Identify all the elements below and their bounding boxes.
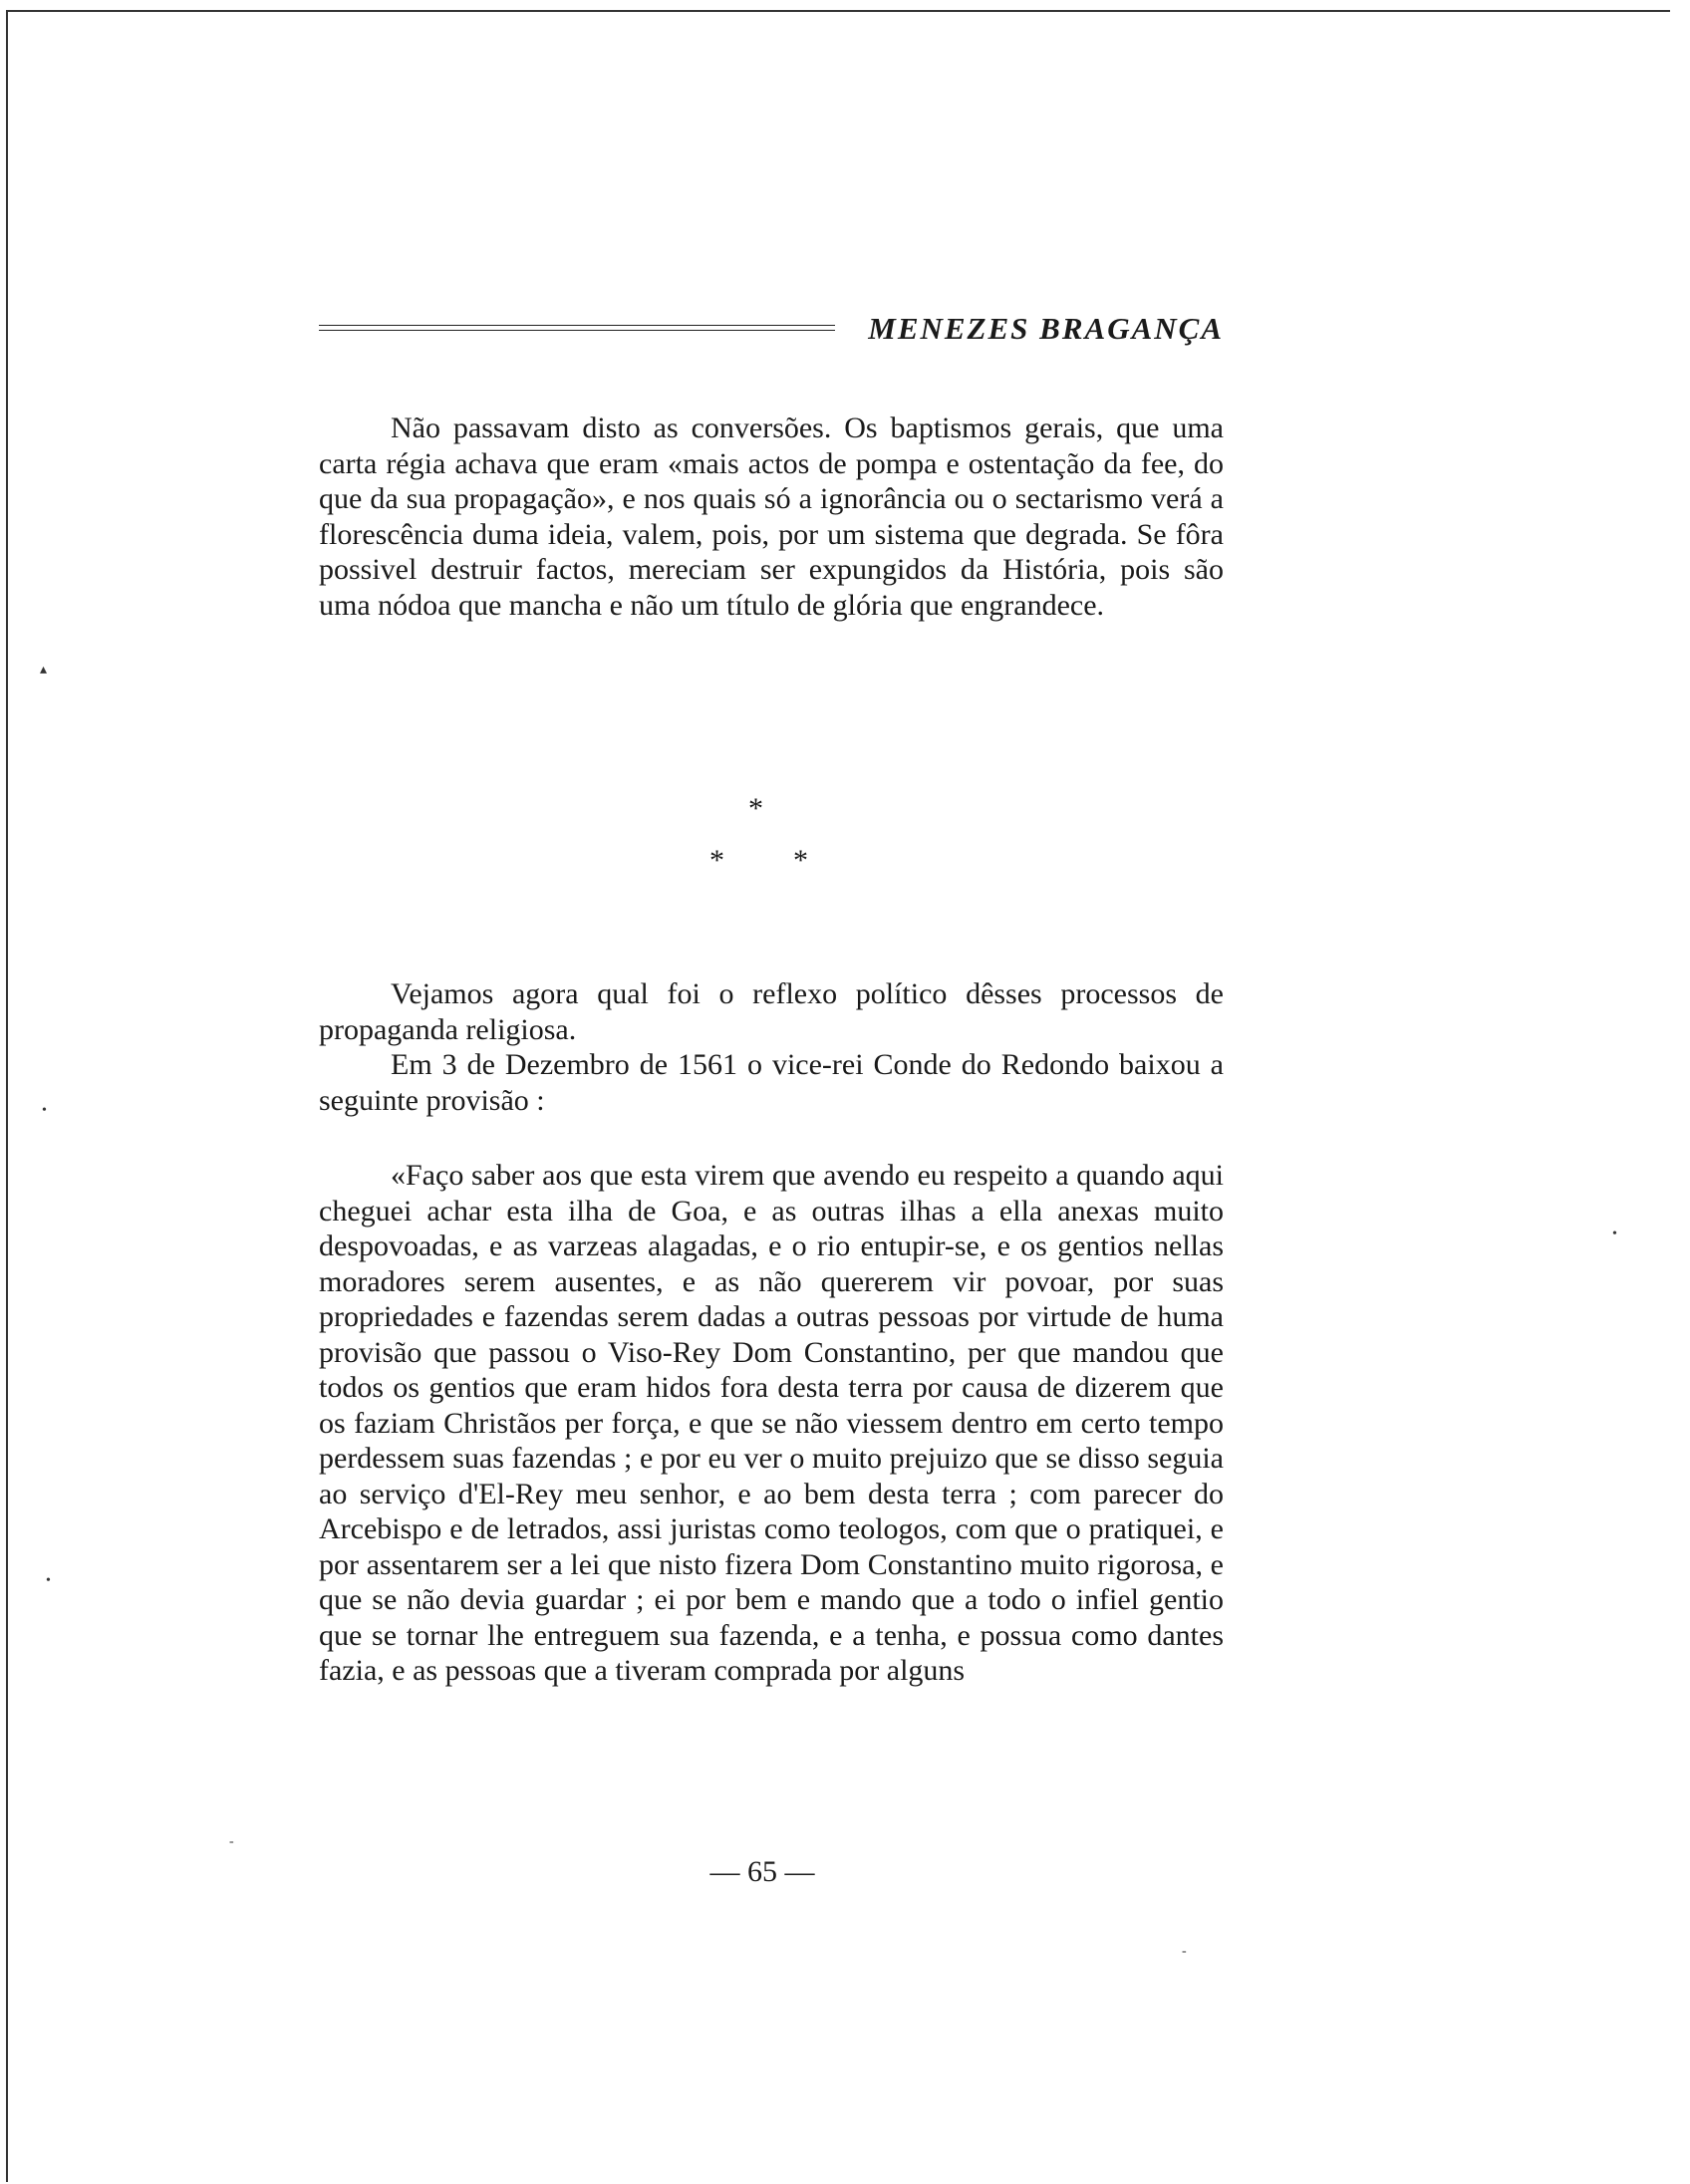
page-frame-left-edge (6, 10, 8, 2182)
opening-paragraph-block (319, 410, 1224, 623)
intro-paragraph-block (319, 976, 1224, 1118)
scan-speck: • (1612, 1227, 1617, 1241)
asterisk-glyph: * (709, 844, 724, 877)
scan-speck: • (42, 1103, 47, 1118)
section-separator-asterism (678, 792, 837, 882)
scan-speck: • (46, 1573, 51, 1588)
asterisk-glyph: * (748, 792, 763, 825)
scan-speck: ▴ (40, 663, 48, 678)
quoted-provision-block (319, 1158, 1224, 1689)
scan-speck: - (1182, 1944, 1187, 1959)
running-header-title: MENEZES BRAGANÇA (868, 311, 1224, 346)
scan-speck: - (229, 1834, 234, 1849)
asterisk-glyph: * (793, 844, 808, 877)
header-double-rule (319, 325, 835, 331)
quoted-paragraph: «Faço saber aos que esta virem que avendo eu respeito a quando aqui cheguei achar esta ilha de Goa, e as outras ilhas a ella anexas muito despovoadas, e as varzeas alagadas, e o rio entupir-se, e os gentios nellas moradores serem ausentes, e as não quererem vir povoar, por suas propriedades e fazendas serem dadas a outras pessoas por virtude de huma provisão que passou o Viso-Rey Dom Constantino, per que mandou que todos os gentios que eram hidos fora desta terra por causa de dizerem que os faziam Christãos per força, e que se não viessem dentro em certo tempo perdessem suas fazendas ; e por eu ver o muito prejuizo que se disso seguia ao serviço d'El-Rey meu senhor, e ao bem desta terra ; com parecer do Arcebispo e de letrados, assi juristas como teologos, com que o pratiquei, e por assentarem ser a lei que nisto fizera Dom Constantino muito rigorosa, e que se não devia guardar ; ei por bem e mando que a todo o infiel gentio que se tornar lhe entreguem sua fazenda, e a tenha, e possua como dantes fazia, e as pessoas que a tiveram comprada por alguns (319, 1159, 1224, 1687)
paragraph: Não passavam disto as conversões. Os baptismos gerais, que uma carta régia achava que eram «mais actos de pompa e ostentação da fee, do que da sua propagação», e nos quais só a ignorância ou o sectarismo verá a florescência duma ideia, valem, pois, por um sistema que degrada. Se fôra possivel destruir factos, mereciam ser expungidos da História, pois são uma nódoa que mancha e não um título de glória que engrandece. (319, 411, 1224, 622)
paragraph: Em 3 de Dezembro de 1561 o vice-rei Conde do Redondo baixou a seguinte provisão : (319, 1048, 1224, 1117)
paragraph: Vejamos agora qual foi o reflexo político dêsses processos de propaganda religiosa. (319, 977, 1224, 1046)
page-number: — 65 — (709, 1855, 815, 1888)
running-header (319, 311, 1224, 351)
page-frame-top-edge (6, 10, 1670, 12)
